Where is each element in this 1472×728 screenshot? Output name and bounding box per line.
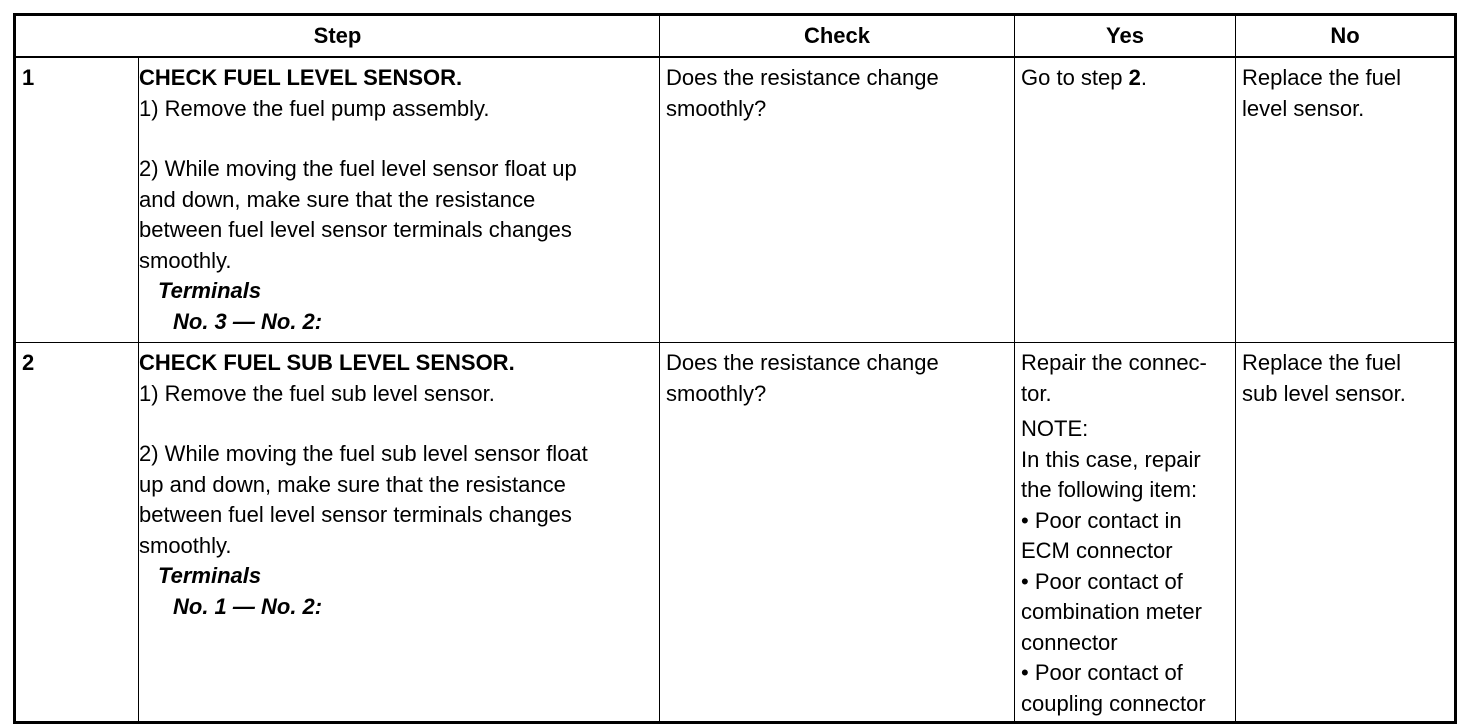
yes-text: tor. bbox=[1021, 380, 1052, 406]
note-bullet: • Poor contact of bbox=[1021, 568, 1183, 594]
step-description bbox=[139, 343, 660, 723]
check-text: Does the resistance change bbox=[666, 350, 939, 375]
no-text: sub level sensor. bbox=[1242, 380, 1406, 406]
step-number: 2 bbox=[15, 343, 139, 723]
step-instruction: between fuel level sensor terminals changes bbox=[139, 217, 572, 242]
note-bullet: • Poor contact of bbox=[1021, 660, 1183, 685]
no-cell bbox=[1236, 57, 1456, 343]
note-bullet: • Poor contact in bbox=[1021, 507, 1182, 533]
note-text: ECM connector bbox=[1021, 538, 1173, 563]
header-no: No bbox=[1236, 15, 1456, 58]
note-text: In this case, repair bbox=[1021, 446, 1201, 472]
header-check: Check bbox=[660, 15, 1015, 58]
yes-cell bbox=[1015, 343, 1236, 723]
yes-text: Repair the connec- bbox=[1021, 350, 1207, 375]
note-text: combination meter bbox=[1021, 599, 1202, 624]
step-instruction: 2) While moving the fuel sub level sensor float bbox=[139, 441, 588, 466]
terminals-label: Terminals bbox=[158, 563, 262, 588]
check-text: smoothly? bbox=[666, 95, 767, 121]
step-instruction: 1) Remove the fuel sub level sensor. bbox=[139, 380, 495, 406]
no-cell bbox=[1236, 343, 1456, 723]
step-title: CHECK FUEL SUB LEVEL SENSOR. bbox=[139, 350, 515, 375]
note-label: NOTE: bbox=[1021, 416, 1089, 441]
yes-step-link: 2 bbox=[1128, 65, 1141, 90]
note-text: coupling connector bbox=[1021, 690, 1206, 716]
no-text: Replace the fuel bbox=[1242, 350, 1401, 375]
yes-cell bbox=[1015, 57, 1236, 343]
table-header-row bbox=[15, 15, 1456, 58]
step-title: CHECK FUEL LEVEL SENSOR. bbox=[139, 65, 463, 90]
step-instruction: 1) Remove the fuel pump assembly. bbox=[139, 95, 490, 121]
step-instruction: smoothly. bbox=[139, 532, 232, 558]
yes-prefix: Go to step bbox=[1021, 65, 1129, 90]
header-yes: Yes bbox=[1015, 15, 1236, 58]
terminals-value: No. 1 — No. 2: bbox=[173, 593, 323, 619]
step-number: 1 bbox=[15, 57, 139, 343]
table-row bbox=[15, 57, 1456, 343]
note-text: the following item: bbox=[1021, 477, 1198, 502]
terminals-value: No. 3 — No. 2: bbox=[173, 308, 323, 334]
yes-text bbox=[1021, 63, 1231, 94]
header-step: Step bbox=[15, 15, 660, 58]
check-text: Does the resistance change bbox=[666, 65, 939, 90]
step-instruction: between fuel level sensor terminals changes bbox=[139, 502, 572, 527]
note-text: connector bbox=[1021, 629, 1118, 655]
step-description bbox=[139, 57, 660, 343]
table-row bbox=[15, 343, 1456, 723]
check-cell bbox=[660, 57, 1015, 343]
check-cell bbox=[660, 343, 1015, 723]
terminals-label: Terminals bbox=[158, 278, 262, 303]
no-text: Replace the fuel bbox=[1242, 65, 1401, 90]
no-text: level sensor. bbox=[1242, 95, 1365, 121]
step-instruction: up and down, make sure that the resistance bbox=[139, 471, 566, 497]
step-instruction: and down, make sure that the resistance bbox=[139, 186, 536, 212]
check-text: smoothly? bbox=[666, 380, 767, 406]
diagnostic-table bbox=[13, 13, 1457, 724]
yes-suffix: . bbox=[1140, 65, 1147, 90]
step-instruction: 2) While moving the fuel level sensor float up bbox=[139, 156, 577, 181]
step-instruction: smoothly. bbox=[139, 247, 232, 273]
